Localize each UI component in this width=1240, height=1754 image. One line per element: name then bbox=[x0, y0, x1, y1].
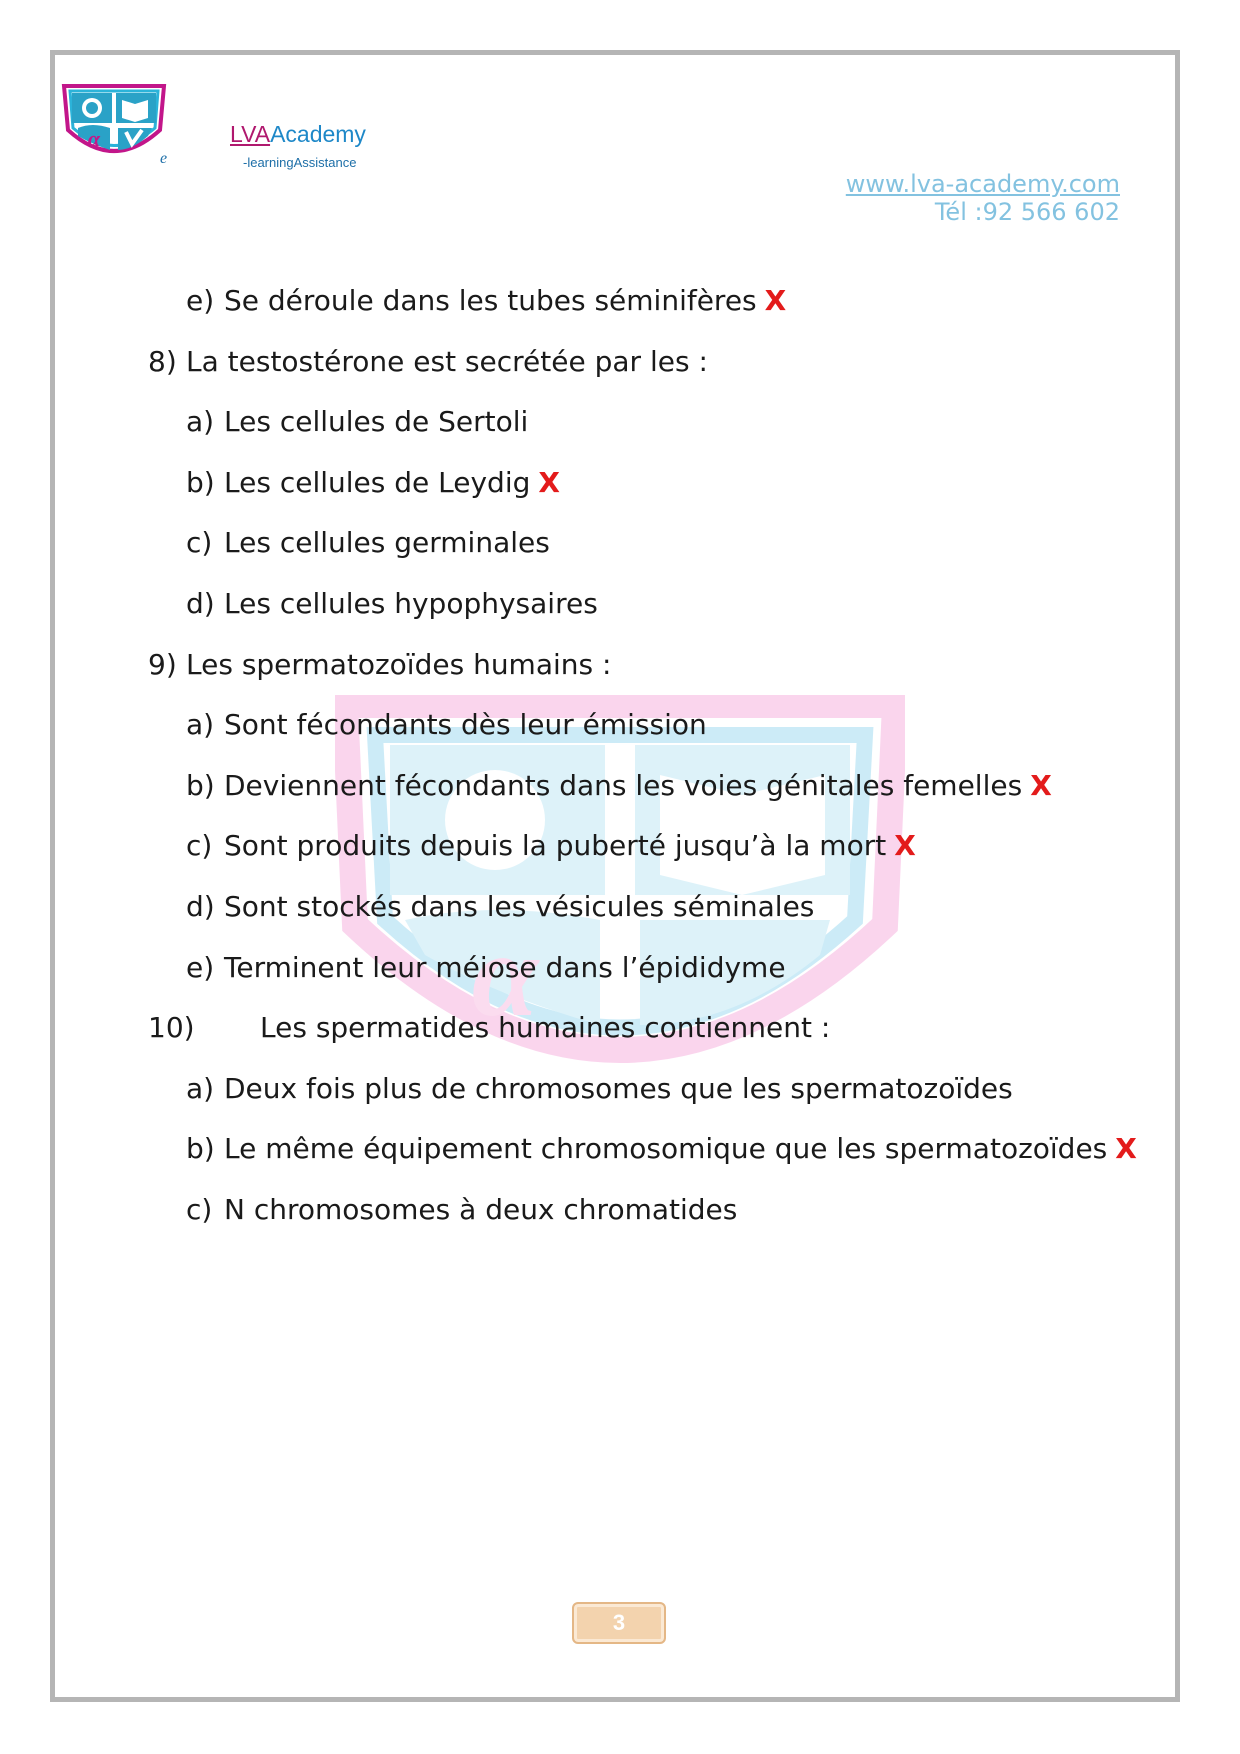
option-letter: b) bbox=[186, 465, 215, 499]
option-letter: b) bbox=[186, 768, 215, 802]
answer-option bbox=[186, 466, 560, 500]
phone-number: Tél :92 566 602 bbox=[934, 198, 1120, 226]
option-text: Les cellules germinales bbox=[224, 526, 550, 560]
option-letter: d) bbox=[186, 890, 215, 923]
option-text: N chromosomes à deux chromatides bbox=[224, 1193, 738, 1226]
question-number: 10) bbox=[148, 1011, 195, 1045]
question-text: Les spermatides humaines contiennent : bbox=[260, 1011, 831, 1045]
option-text: Sont stockés dans les vésicules séminales bbox=[224, 890, 815, 923]
brand-academy: Academy bbox=[270, 121, 366, 147]
correct-answer-mark: X bbox=[538, 465, 560, 499]
option-letter: d) bbox=[186, 587, 215, 620]
option-text: Le même équipement chromosomique que les spermatozoïdes bbox=[224, 1132, 1108, 1166]
answer-option bbox=[186, 890, 814, 924]
question-heading bbox=[148, 1011, 830, 1045]
question-heading bbox=[148, 648, 611, 682]
answer-option bbox=[186, 1072, 1013, 1106]
option-letter: a) bbox=[186, 708, 215, 742]
option-letter: e) bbox=[186, 284, 215, 317]
option-text: Deviennent fécondants dans les voies génitales femelles bbox=[224, 768, 1023, 802]
option-letter: b) bbox=[186, 1132, 215, 1166]
svg-text:α: α bbox=[471, 908, 539, 1041]
option-letter: c) bbox=[186, 1193, 213, 1226]
option-text: Sont fécondants dès leur émission bbox=[224, 708, 707, 742]
option-letter: a) bbox=[186, 1071, 215, 1105]
question-text: Les spermatozoïdes humains : bbox=[186, 647, 612, 681]
answer-option bbox=[186, 829, 916, 863]
option-letter: a) bbox=[186, 405, 215, 439]
option-text: Deux fois plus de chromosomes que les spermatozoïdes bbox=[224, 1071, 1013, 1105]
brand-e-glyph: e bbox=[160, 150, 168, 167]
question-number: 8) bbox=[148, 344, 177, 378]
answer-option bbox=[186, 526, 550, 560]
question-heading bbox=[148, 345, 708, 379]
brand-lva: LVA bbox=[230, 121, 271, 147]
answer-option bbox=[186, 708, 707, 742]
option-text: Se déroule dans les tubes séminifères bbox=[224, 284, 757, 317]
contact-block bbox=[846, 170, 1120, 226]
option-letter: c) bbox=[186, 526, 213, 560]
page-number: 3 bbox=[572, 1602, 666, 1644]
lva-academy-logo bbox=[58, 80, 170, 170]
answer-option bbox=[186, 284, 786, 318]
option-text: Sont produits depuis la puberté jusqu’à la mort bbox=[224, 829, 887, 863]
answer-option bbox=[186, 1132, 1137, 1166]
answer-option bbox=[186, 587, 598, 621]
correct-answer-mark: X bbox=[764, 284, 787, 317]
correct-answer-mark: X bbox=[894, 829, 916, 863]
correct-answer-mark: X bbox=[1115, 1132, 1137, 1166]
correct-answer-mark: X bbox=[1030, 768, 1052, 802]
answer-option bbox=[186, 405, 528, 439]
question-number: 9) bbox=[148, 647, 177, 681]
answer-option bbox=[186, 1193, 737, 1227]
option-text: Les cellules hypophysaires bbox=[224, 587, 598, 620]
brand-name bbox=[230, 120, 366, 148]
option-letter: c) bbox=[186, 829, 213, 863]
option-letter: e) bbox=[186, 950, 215, 984]
answer-option bbox=[186, 951, 786, 985]
question-text: La testostérone est secrétée par les : bbox=[186, 344, 708, 378]
brand-tagline: -learningAssistance bbox=[243, 155, 357, 170]
option-text: Les cellules de Leydig bbox=[224, 465, 531, 499]
website-link[interactable]: www.lva-academy.com bbox=[845, 170, 1120, 198]
option-text: Terminent leur méiose dans l’épididyme bbox=[224, 950, 786, 984]
option-text: Les cellules de Sertoli bbox=[224, 405, 529, 439]
answer-option bbox=[186, 769, 1052, 803]
svg-text:α: α bbox=[87, 126, 101, 151]
